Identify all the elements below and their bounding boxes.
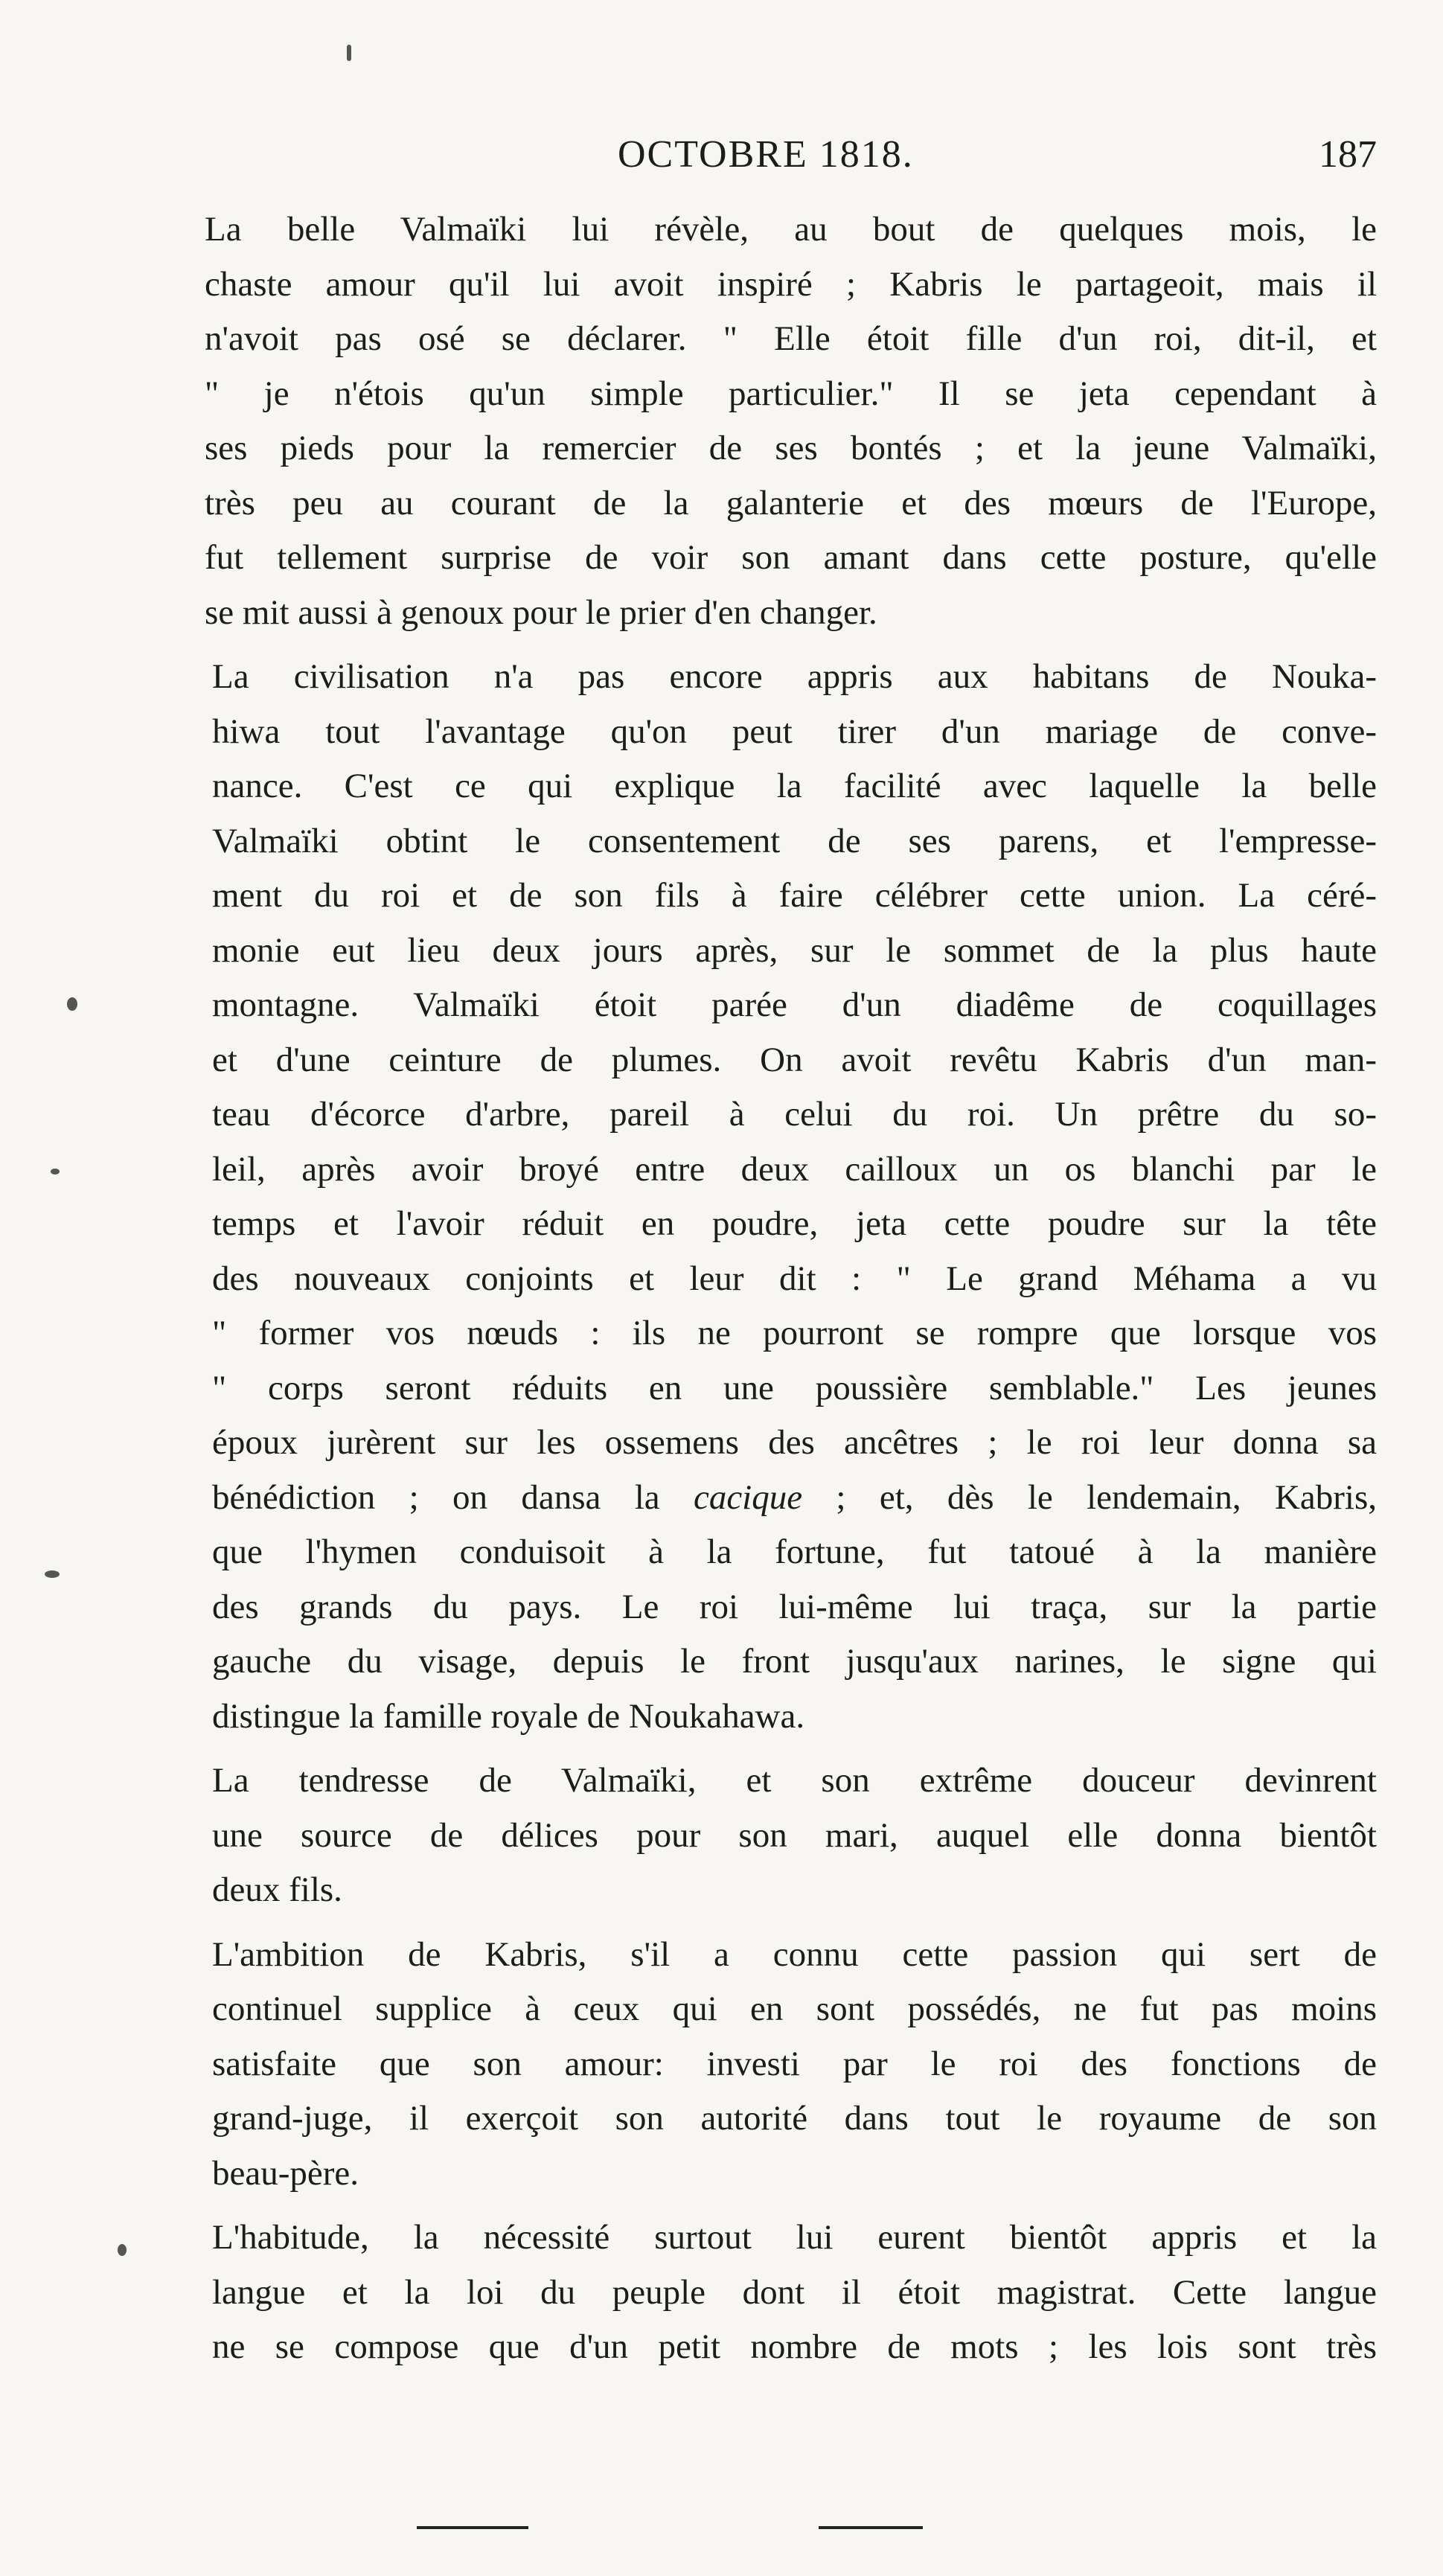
text-line: L'ambition de Kabris, s'il a connu cette passion qui sert de [212, 1934, 1377, 1974]
text-line: " former vos nœuds : ils ne pourront se rompre que lorsque vos [212, 1314, 1377, 1352]
paragraph-2 [167, 650, 1377, 1744]
ink-speck [51, 1169, 60, 1174]
text-line: Valmaïki obtint le consentement de ses parens, et l'empresse- [212, 821, 1377, 860]
running-head [171, 132, 1377, 192]
text-line-with-italic: bénédiction ; on dansa la cacique ; et, dès le lendemain, Kabris, [212, 1477, 1377, 1517]
paragraph-5 [167, 2211, 1377, 2375]
text-line: nance. C'est ce qui explique la facilité avec laquelle la belle [212, 767, 1377, 805]
footer-rule-right [819, 2526, 923, 2529]
text-line: se mit aussi à genoux pour le prier d'en changer. [205, 592, 877, 632]
text-line: hiwa tout l'avantage qu'on peut tirer d'un mariage de conve- [212, 712, 1377, 751]
text-line: distingue la famille royale de Noukahawa. [212, 1696, 805, 1736]
text-line: chaste amour qu'il lui avoit inspiré ; Kabris le partageoit, mais il [205, 264, 1377, 304]
ink-speck [347, 45, 351, 61]
paragraph-1 [167, 202, 1377, 640]
paragraph-3 [167, 1754, 1377, 1918]
page-number: 187 [1319, 133, 1377, 176]
text-line: deux fils. [212, 1870, 342, 1909]
text-line: époux jurèrent sur les ossemens des ancêtres ; le roi leur donna sa [212, 1423, 1377, 1462]
text-line: La civilisation n'a pas encore appris aux habitans de Nouka- [212, 657, 1377, 696]
text-line: La tendresse de Valmaïki, et son extrême douceur devinrent [212, 1761, 1377, 1800]
text-line: gauche du visage, depuis le front jusqu'aux narines, le signe qui [212, 1642, 1377, 1681]
ink-speck [118, 2244, 127, 2256]
text-line: " je n'étois qu'un simple particulier." Il se jeta cependant à [205, 374, 1377, 413]
text-line: " corps seront réduits en une poussière semblable." Les jeunes [212, 1368, 1377, 1407]
text-line: fut tellement surprise de voir son amant dans cette posture, qu'elle [205, 538, 1377, 577]
text-line: beau-père. [212, 2153, 359, 2193]
text-line: une source de délices pour son mari, auquel elle donna bientôt [212, 1815, 1377, 1855]
footer-rule-left [417, 2526, 528, 2529]
ink-speck [45, 1570, 60, 1578]
text-line: temps et l'avoir réduit en poudre, jeta cette poudre sur la tête [212, 1204, 1377, 1243]
paragraph-4 [167, 1928, 1377, 2202]
text-line: ses pieds pour la remercier de ses bontés ; et la jeune Valmaïki, [205, 429, 1377, 467]
text-line: que l'hymen conduisoit à la fortune, fut tatoué à la manière [212, 1533, 1377, 1571]
text-line: leil, après avoir broyé entre deux cailloux un os blanchi par le [212, 1149, 1377, 1189]
text-line: très peu au courant de la galanterie et des mœurs de l'Europe, [205, 483, 1377, 522]
running-title: OCTOBRE 1818. [618, 133, 914, 176]
text-line: satisfaite que son amour: investi par le roi des fonctions de [212, 2044, 1377, 2083]
ink-speck [67, 997, 77, 1011]
text-line: ment du roi et de son fils à faire célébrer cette union. La céré- [212, 876, 1377, 915]
text-line: teau d'écorce d'arbre, pareil à celui du roi. Un prêtre du so- [212, 1095, 1377, 1134]
text-line: monie eut lieu deux jours après, sur le sommet de la plus haute [212, 930, 1377, 970]
text-line: continuel supplice à ceux qui en sont possédés, ne fut pas moins [212, 1989, 1377, 2028]
text-line: L'habitude, la nécessité surtout lui eurent bientôt appris et la [212, 2218, 1377, 2257]
text-line: La belle Valmaïki lui révèle, au bout de quelques mois, le [205, 210, 1377, 249]
text-line: grand-juge, il exerçoit son autorité dans tout le royaume de son [212, 2099, 1377, 2138]
text-line: ne se compose que d'un petit nombre de mots ; les lois sont très [212, 2327, 1377, 2366]
text-line: et d'une ceinture de plumes. On avoit revêtu Kabris d'un man- [212, 1040, 1377, 1079]
text-line: langue et la loi du peuple dont il étoit magistrat. Cette langue [212, 2272, 1377, 2312]
text-line: montagne. Valmaïki étoit parée d'un diadême de coquillages [212, 985, 1377, 1024]
italic-word: cacique [693, 1477, 803, 1517]
text-line: des nouveaux conjoints et leur dit : " Le grand Méhama a vu [212, 1259, 1377, 1298]
text-line: des grands du pays. Le roi lui-même lui traça, sur la partie [212, 1587, 1377, 1626]
text-line: n'avoit pas osé se déclarer. " Elle étoit fille d'un roi, dit-il, et [205, 319, 1377, 358]
body-text [167, 202, 1377, 2385]
